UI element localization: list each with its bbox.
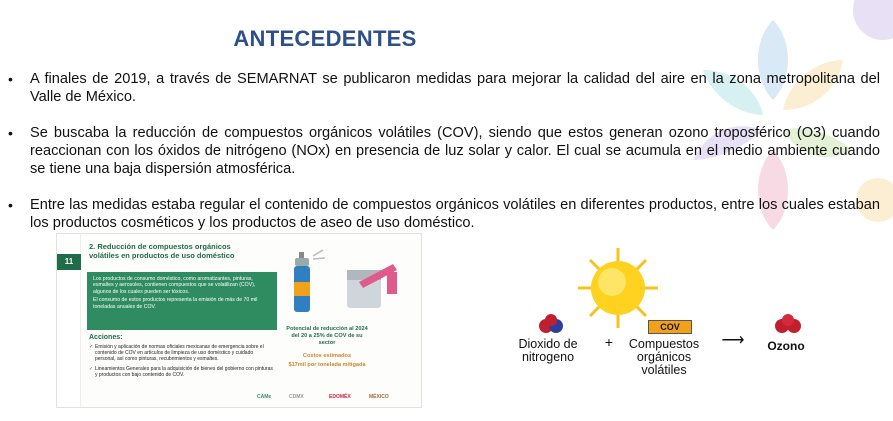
ozone-molecule-icon — [775, 314, 801, 333]
slide-title: ANTECEDENTES — [233, 26, 417, 51]
card-highlight-text: Los productos de consumo doméstico, como aromatizantes, pinturas, esmaltes y aerosoles, contienen compuestos que se volatilizan (COV), algunos de los cuales pueden ser tóxicos. — [93, 276, 256, 295]
logo-mexico: MÉXICO — [369, 394, 389, 400]
cov-badge: COV — [648, 320, 692, 334]
reaction-arrow-icon: ⟶ — [721, 332, 745, 349]
card-metrics — [285, 326, 369, 368]
nitrogen-dioxide-molecule-icon — [539, 314, 563, 333]
card-actions-title: Acciones: — [89, 334, 123, 341]
plus-sign: + — [604, 334, 614, 350]
card-logos — [257, 394, 417, 406]
ozone-formation-diagram — [508, 248, 838, 388]
sun-icon — [578, 248, 658, 328]
card-highlight-text: El consumo de estos productos representa la emisión de más de 70 mil toneladas anuales de COV. — [93, 297, 258, 310]
card-page-number: 11 — [57, 254, 81, 270]
card-action-item: ✓ Lineamientos Generales para la adquisición de bienes del gobierno con pinturas y productos con bajo contenido de COV. — [89, 366, 274, 378]
reactant-no2-label: Dioxido de nitrogeno — [518, 337, 578, 364]
card-cost-title: Costos estimados — [302, 353, 352, 359]
logo-came: CAMe — [257, 394, 272, 400]
bullet-list — [8, 70, 880, 232]
card-potential: Potencial de reducción al 2024 del 20 a 25% de COV de su sector — [286, 326, 368, 346]
bullet-item: • A finales de 2019, a través de SEMARNAT se publicaron medidas para mejorar la calidad del aire en la zona metropolitana del Valle de México. — [8, 70, 880, 106]
card-heading: 2. Reducción de compuestos orgánicos volátiles en productos de uso doméstico — [89, 242, 235, 260]
card-actions-list — [89, 344, 274, 381]
spray-and-paint-icon — [289, 242, 409, 322]
bullet-item: • Entre las medidas estaba regular el contenido de compuestos orgánicos volátiles en diferentes productos, entre los cuales estaban los productos cosméticos y los productos de aseo de uso doméstico. — [8, 196, 880, 232]
reactant-cov-label: Compuestos orgánicos volátiles — [628, 337, 700, 377]
card-action-item: ✓ Emisión y aplicación de normas oficiales mexicanas de emergencia sobre el contenido de COV en artículos de limpieza de uso doméstico y cuidado personal, así como pinturas, recubrimientos y esmaltes. — [89, 344, 274, 363]
product-ozone-label: Ozono — [767, 339, 805, 353]
logo-edomex: EDOMÉX — [329, 394, 351, 400]
bullet-item: • Se buscaba la reducción de compuestos orgánicos volátiles (COV), siendo que estos generan ozono troposférico (O3) cuando reaccionan con los óxidos de nitrógeno (NOx) en presencia de luz solar y calor. El cual se acumula en el medio ambiente cuando se tiene una baja dispersión atmosférica. — [8, 124, 880, 178]
logo-cdmx: CDMX — [289, 394, 304, 400]
card-cost-value: $17mil por tonelada mitigada — [288, 362, 366, 368]
embedded-document-card — [56, 233, 422, 408]
card-highlight-box — [87, 272, 277, 330]
